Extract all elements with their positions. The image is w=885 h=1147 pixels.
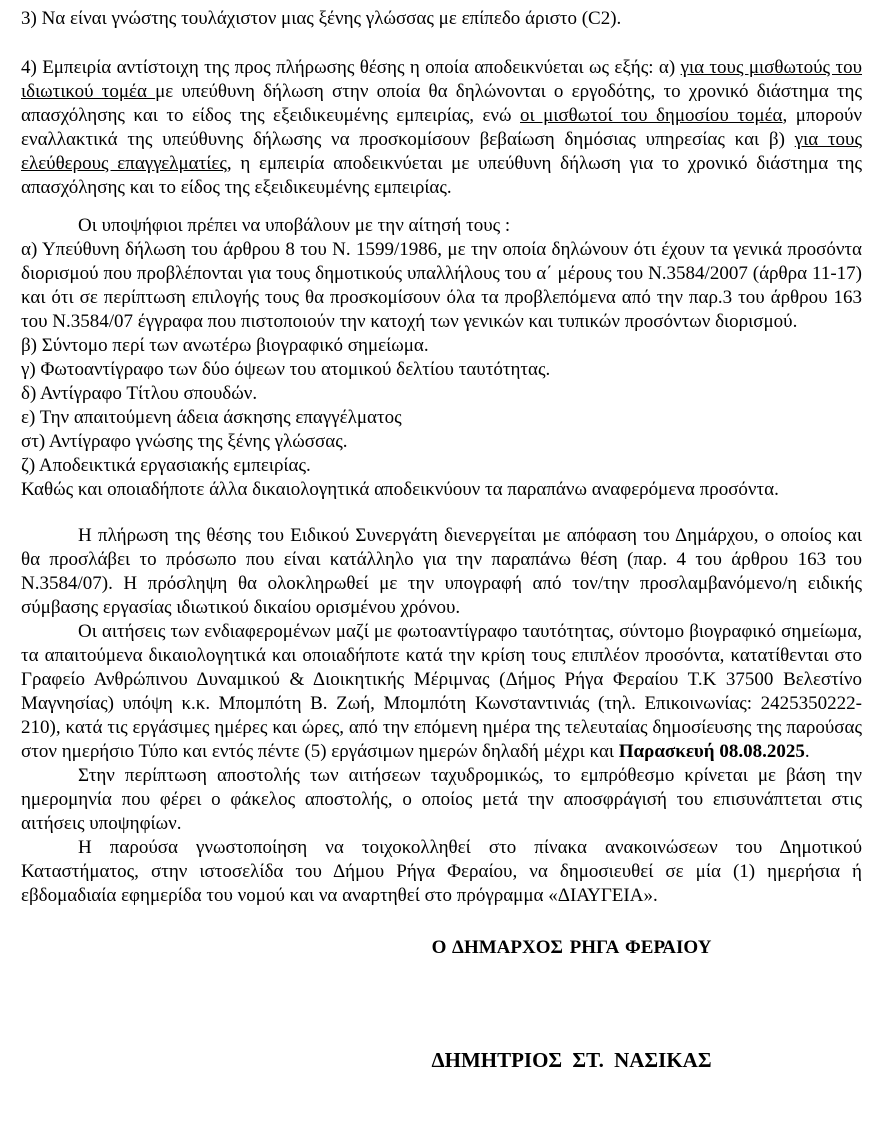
document-item-st: στ) Αντίγραφο γνώσης της ξένης γλώσσας. — [21, 431, 348, 452]
underlined-phrase-private-sector-employees: για τους μισθωτούς του ιδιωτικού τομέα — [21, 57, 862, 102]
req4-text-middle-2: , μπορούν εναλλακτικά της υπεύθυνης δήλωσης να προσκομίσουν βεβαίωση δημόσιας υπηρεσίας και β) — [21, 105, 862, 150]
underlined-phrase-public-sector-employees: οι μισθωτοί του δημοσίου τομέα — [520, 105, 783, 126]
document-item-b: β) Σύντομο περί των ανωτέρω βιογραφικό σημείωμα. — [21, 335, 429, 356]
requirement-4-experience — [21, 56, 862, 200]
document-item-d: δ) Αντίγραφο Τίτλου σπουδών. — [21, 383, 258, 404]
applications-text-end: . — [804, 741, 810, 762]
document-item-z: ζ) Αποδεικτικά εργασιακής εμπειρίας. — [21, 455, 311, 476]
req4-text-intro: 4) Εμπειρία αντίστοιχη της προς πλήρωσης θέσης η οποία αποδεικνύεται ως εξής: α) — [21, 57, 681, 78]
document-item-c: γ) Φωτοαντίγραφο των δύο όψεων του ατομικού δελτίου ταυτότητας. — [21, 359, 551, 380]
req4-text-middle-1: με υπεύθυνη δήλωση στην οποία θα δηλώνονται ο εργοδότης, το χρονικό διάστημα της απασχόλησης και το είδος της εξειδικευμένης εμπειρίας, ενώ — [21, 81, 862, 126]
signature-name-mayor: ΔΗΜΗΤΡΙΟΣ ΣΤ. ΝΑΣΙΚΑΣ — [431, 1048, 712, 1072]
postal-paragraph: Στην περίπτωση αποστολής των αιτήσεων ταχυδρομικώς, το εμπρόθεσμο κρίνεται με βάση την ημερομηνία που φέρει ο φάκελος αποστολής, ο οποίος μετά την αποσφράγισή του επισυνάπτεται στις αιτήσεις υποψηφίων. — [21, 765, 862, 834]
appointment-paragraph: Η πλήρωση της θέσης του Ειδικού Συνεργάτη διενεργείται με απόφαση του Δημάρχου, ο οποίος και θα προσλάβει το πρόσωπο που είναι κατάλληλο για την παραπάνω θέση (παρ. 4 του άρθρου 163 του Ν.3584/07). Η πρόσληψη θα ολοκληρωθεί με την υπογραφή από τον/την προσλαμβανόμενο/η ειδικής σύμβασης εργασίας ιδιωτικού δικαίου ορισμένου χρόνου. — [21, 525, 862, 618]
applications-text: Οι αιτήσεις των ενδιαφερομένων μαζί με φωτοαντίγραφο ταυτότητας, σύντομο βιογραφικό σημείωμα, τα απαιτούμενα δικαιολογητικά και οποιαδήποτε κατά την κρίση τους επιπλέον προσόντα, κατατίθενται στο Γραφείο Ανθρώπινου Δυναμικού & Διοικητικής Μέριμνας (Δήμος Ρήγα Φεραίου Τ.Κ 37500 Βελεστίνο Μαγνησίας) υπόψη κ.κ. Μπομπότη Β. Ζωή, Μπομπότη Κωνσταντινιάς (τηλ. Επικοινωνίας: 2425350222-210), κατά τις εργάσιμες ημέρες και ώρες, από την επόμενη ημέρα της τελευταίας δημοσίευσης της παρούσας στον ημερήσιο Τύπο και εντός πέντε (5) εργάσιμων ημερών δηλαδή μέχρι και — [21, 621, 862, 762]
document-item-a: α) Υπεύθυνη δήλωση του άρθρου 8 του Ν. 1599/1986, με την οποία δηλώνουν ότι έχουν τα γενικά προσόντα διορισμού που προβλέπονται για τους δημοτικούς υπαλλήλους του α΄ μέρους του Ν.3584/2007 (άρθρα 11-17) και ότι σε περίπτωση επιλογής τους θα προσκομίσουν όλα τα προβλεπόμενα από την παρ.3 του άρθρου 163 του Ν.3584/07 έγγραφα που πιστοποιούν την κατοχή των γενικών και τυπικών προσόντων διορισμού. — [21, 239, 862, 332]
document-item-other: Καθώς και οποιαδήποτε άλλα δικαιολογητικά αποδεικνύουν τα παραπάνω αναφερόμενα προσόντα. — [21, 479, 779, 500]
document-item-e: ε) Την απαιτούμενη άδεια άσκησης επαγγέλματος — [21, 407, 402, 428]
underlined-phrase-freelancers: για τους ελεύθερους επαγγελματίες — [21, 129, 862, 174]
requirement-3: 3) Να είναι γνώστης τουλάχιστον μιας ξένης γλώσσας με επίπεδο άριστο (C2). — [21, 8, 622, 29]
signature-title-mayor: Ο ΔΗΜΑΡΧΟΣ ΡΗΓΑ ΦΕΡΑΙΟΥ — [431, 937, 712, 958]
submission-intro: Οι υποψήφιοι πρέπει να υποβάλουν με την αίτησή τους : — [78, 215, 511, 236]
deadline-date: Παρασκευή 08.08.2025 — [618, 741, 805, 762]
applications-paragraph — [21, 620, 862, 764]
req4-text-end: , η εμπειρία αποδεικνύεται με υπεύθυνη δήλωση για το χρονικό διάστημα της απασχόλησης και το είδος της εξειδικευμένης εμπειρίας. — [21, 153, 862, 198]
publication-paragraph: Η παρούσα γνωστοποίηση να τοιχοκολληθεί στο πίνακα ανακοινώσεων του Δημοτικού Καταστήματος, στην ιστοσελίδα του Δήμου Ρήγα Φεραίου, να δημοσιευθεί σε μία (1) ημερήσια ή εβδομαδιαία εφημερίδα του νομού και να αναρτηθεί στο πρόγραμμα «ΔΙΑΥΓΕΙΑ». — [21, 837, 862, 906]
